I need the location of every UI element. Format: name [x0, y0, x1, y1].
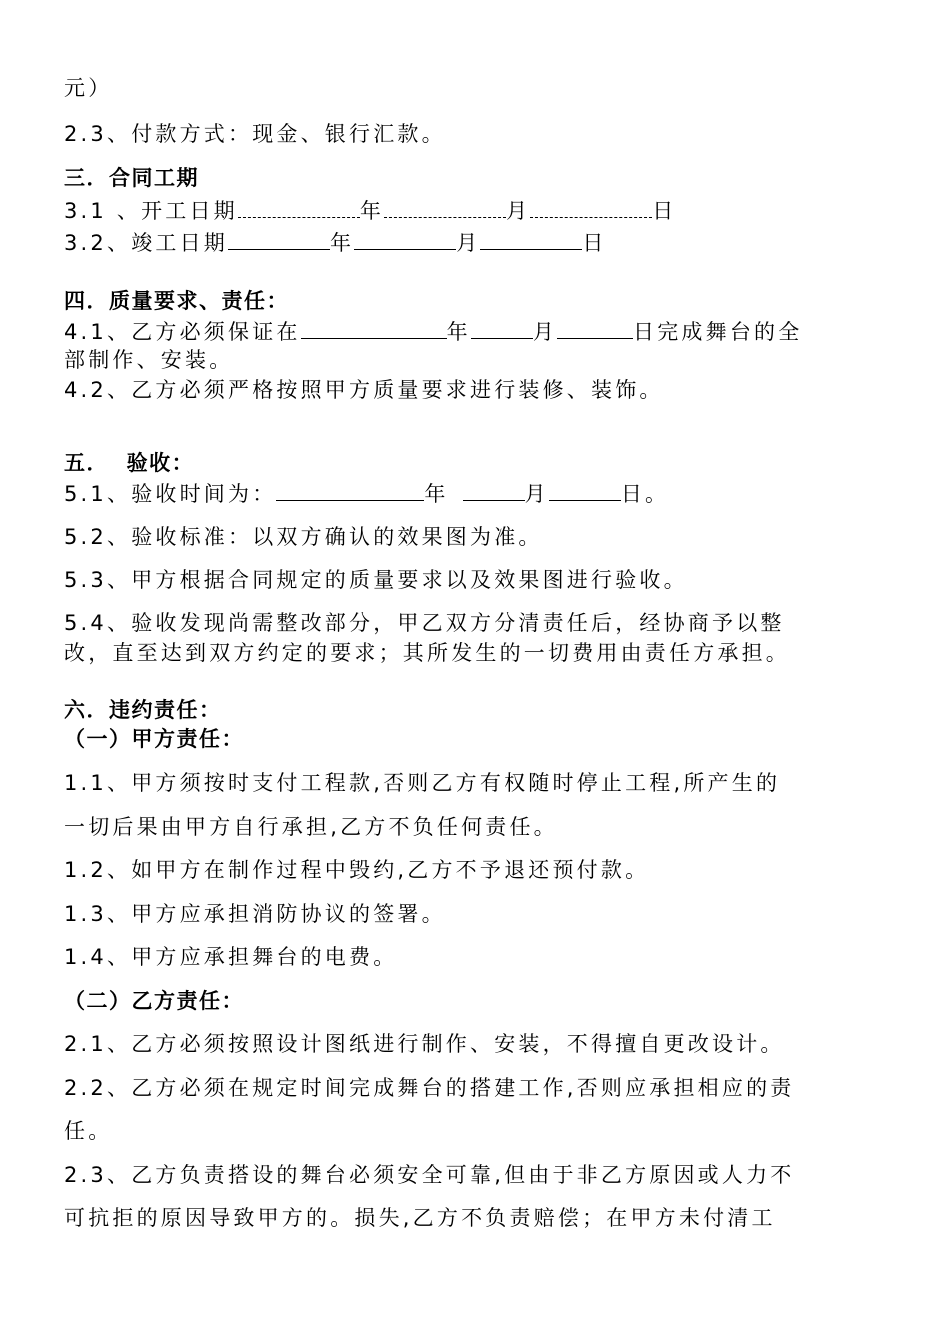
text-line: 5.3、甲方根据合同规定的质量要求以及效果图进行验收。 — [64, 568, 688, 592]
date-blank — [301, 321, 447, 339]
day-label: 日。 — [620, 482, 670, 506]
month-label: 月 — [456, 231, 481, 255]
date-blank — [228, 232, 330, 250]
section-heading: 三．合同工期 — [64, 166, 199, 190]
text-line: 部制作、安装。 — [64, 348, 234, 372]
text-line: 改，直至达到双方约定的要求；其所发生的一切费用由责任方承担。 — [64, 641, 790, 665]
text-line: 1.4、甲方应承担舞台的电费。 — [64, 945, 398, 969]
subsection-heading: （二）乙方责任： — [64, 989, 244, 1013]
clause-text: 3.1 、开工日期 — [64, 199, 238, 223]
date-blank — [549, 483, 621, 501]
text-line: 元） — [64, 76, 113, 100]
clause-text: 5.1、验收时间为： — [64, 482, 277, 506]
text-line: 任。 — [64, 1119, 113, 1143]
year-label: 年 — [424, 482, 449, 506]
date-blank — [557, 321, 633, 339]
text-line: 5.2、验收标准：以双方确认的效果图为准。 — [64, 525, 543, 549]
text-line: 1.1、甲方须按时支付工程款,否则乙方有权随时停止工程,所产生的 — [64, 771, 781, 795]
section-heading: 五． 验收： — [64, 451, 195, 475]
text-line: 1.3、甲方应承担消防协议的签署。 — [64, 902, 446, 926]
day-label: 日 — [582, 231, 607, 255]
date-blank — [354, 232, 456, 250]
month-label: 月 — [506, 199, 531, 223]
text-line: 可抗拒的原因导致甲方的。损失,乙方不负责赔偿；在甲方未付清工 — [64, 1206, 776, 1230]
section-heading: 四．质量要求、责任： — [64, 289, 289, 313]
month-label: 月 — [524, 482, 549, 506]
clause-5-1 — [64, 483, 669, 505]
date-blank — [238, 200, 360, 218]
text-line: 一切后果由甲方自行承担,乙方不负任何责任。 — [64, 815, 558, 839]
date-blank — [530, 200, 652, 218]
year-label: 年 — [359, 199, 385, 223]
date-blank — [463, 483, 525, 501]
clause-text: 4.1、乙方必须保证在 — [64, 320, 301, 344]
text-line: 1.2、如甲方在制作过程中毁约,乙方不予退还预付款。 — [64, 858, 650, 882]
text-line: 2.2、乙方必须在规定时间完成舞台的搭建工作,否则应承担相应的责 — [64, 1076, 795, 1100]
text-line: 2.3、付款方式：现金、银行汇款。 — [64, 122, 446, 146]
year-label: 年 — [330, 231, 355, 255]
clause-text: 3.2、竣工日期 — [64, 231, 228, 255]
text-line: 2.1、乙方必须按照设计图纸进行制作、安装，不得擅自更改设计。 — [64, 1032, 785, 1056]
clause-4-1 — [64, 321, 802, 343]
text-line: 5.4、验收发现尚需整改部分，甲乙双方分清责任后，经协商予以整 — [64, 611, 785, 635]
date-blank — [471, 321, 533, 339]
clause-3-2 — [64, 232, 607, 254]
text-line: 4.2、乙方必须严格按照甲方质量要求进行装修、装饰。 — [64, 378, 664, 402]
date-blank — [276, 483, 424, 501]
date-blank — [480, 232, 582, 250]
year-label: 年 — [446, 320, 471, 344]
section-heading: 六．违约责任： — [64, 698, 222, 722]
day-label: 日完成舞台的全 — [633, 320, 803, 344]
day-label: 日 — [652, 199, 677, 223]
subsection-heading: （一）甲方责任： — [64, 727, 244, 751]
text-line: 2.3、乙方负责搭设的舞台必须安全可靠,但由于非乙方原因或人力不 — [64, 1163, 795, 1187]
clause-3-1 — [64, 200, 676, 222]
month-label: 月 — [532, 320, 558, 344]
date-blank — [384, 200, 506, 218]
